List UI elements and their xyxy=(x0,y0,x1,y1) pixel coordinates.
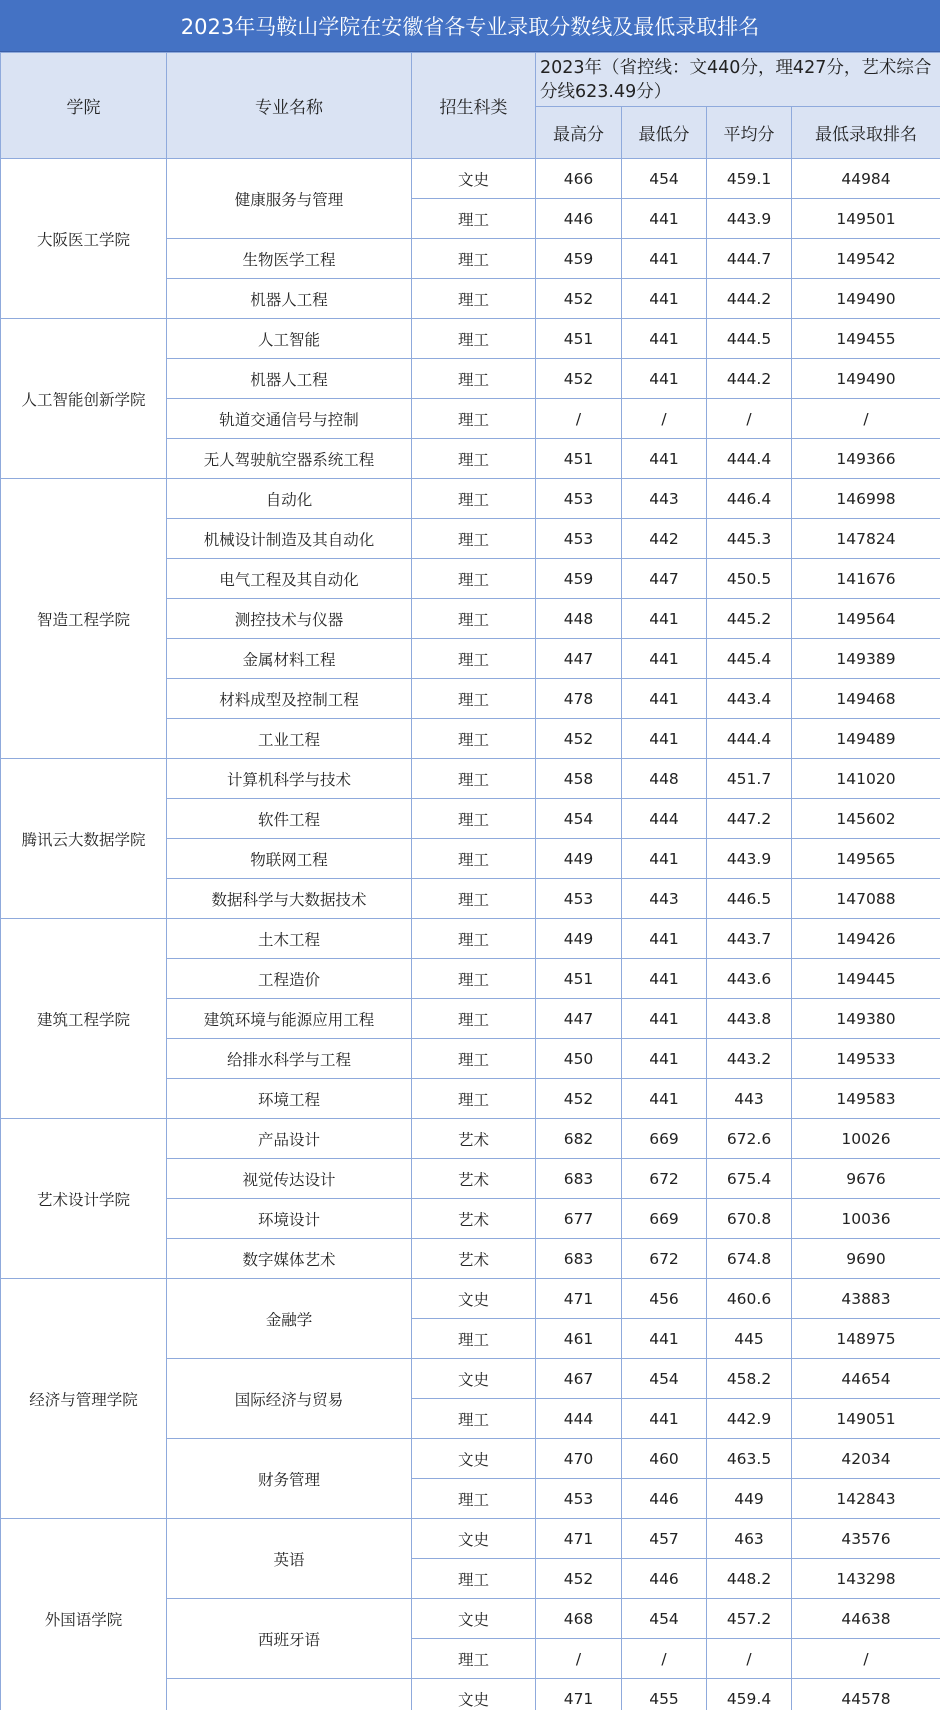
max-score-cell: 466 xyxy=(536,159,622,199)
category-cell: 理工 xyxy=(412,559,536,599)
category-cell: 理工 xyxy=(412,639,536,679)
category-cell: 理工 xyxy=(412,799,536,839)
avg-score-cell: 446.5 xyxy=(707,879,792,919)
category-cell: 文史 xyxy=(412,1519,536,1559)
min-score-cell: 441 xyxy=(622,239,707,279)
min-rank-cell: 146998 xyxy=(792,479,940,519)
min-score-cell: 442 xyxy=(622,519,707,559)
category-cell: 艺术 xyxy=(412,1199,536,1239)
table-row xyxy=(1,1519,940,1559)
min-score-cell: 457 xyxy=(622,1519,707,1559)
college-cell: 建筑工程学院 xyxy=(1,919,167,1119)
min-rank-cell: 44638 xyxy=(792,1599,940,1639)
table-body xyxy=(1,159,940,1710)
college-cell: 外国语学院 xyxy=(1,1519,167,1710)
min-rank-cell: 142843 xyxy=(792,1479,940,1519)
min-rank-cell: 149445 xyxy=(792,959,940,999)
table-row xyxy=(1,1119,940,1159)
category-cell: 理工 xyxy=(412,439,536,479)
avg-score-cell: 672.6 xyxy=(707,1119,792,1159)
avg-score-cell: 443.7 xyxy=(707,919,792,959)
min-rank-cell: 149490 xyxy=(792,359,940,399)
min-score-cell: 441 xyxy=(622,719,707,759)
min-rank-cell: 149389 xyxy=(792,639,940,679)
max-score-cell: / xyxy=(536,399,622,439)
category-cell: 文史 xyxy=(412,159,536,199)
category-cell: 理工 xyxy=(412,199,536,239)
max-score-cell: 453 xyxy=(536,879,622,919)
min-rank-cell: 149380 xyxy=(792,999,940,1039)
avg-score-cell: 444.7 xyxy=(707,239,792,279)
max-score-cell: 471 xyxy=(536,1279,622,1319)
min-rank-cell: 147824 xyxy=(792,519,940,559)
table-row xyxy=(1,1279,940,1319)
min-rank-cell: / xyxy=(792,399,940,439)
max-score-cell: 448 xyxy=(536,599,622,639)
min-score-cell: 441 xyxy=(622,199,707,239)
major-cell: 电气工程及其自动化 xyxy=(167,559,412,599)
max-score-cell: 461 xyxy=(536,1319,622,1359)
major-cell: 材料成型及控制工程 xyxy=(167,679,412,719)
max-score-cell: 471 xyxy=(536,1519,622,1559)
category-cell: 文史 xyxy=(412,1439,536,1479)
page-title: 2023年马鞍山学院在安徽省各专业录取分数线及最低录取排名 xyxy=(0,0,940,52)
major-cell: 健康服务与管理 xyxy=(167,159,412,239)
min-score-cell: 446 xyxy=(622,1559,707,1599)
table-header xyxy=(1,53,940,159)
major-cell: 环境设计 xyxy=(167,1199,412,1239)
avg-score-cell: 674.8 xyxy=(707,1239,792,1279)
college-cell: 人工智能创新学院 xyxy=(1,319,167,479)
min-score-cell: 441 xyxy=(622,1079,707,1119)
avg-score-cell: 463.5 xyxy=(707,1439,792,1479)
min-rank-cell: 149583 xyxy=(792,1079,940,1119)
category-cell: 理工 xyxy=(412,1639,536,1679)
major-cell: 英语 xyxy=(167,1519,412,1599)
min-rank-cell: 44578 xyxy=(792,1679,940,1710)
major-cell: 机器人工程 xyxy=(167,359,412,399)
header-min-rank: 最低录取排名 xyxy=(792,107,940,159)
min-rank-cell: 149426 xyxy=(792,919,940,959)
major-cell: 人工智能 xyxy=(167,319,412,359)
category-cell: 理工 xyxy=(412,759,536,799)
min-score-cell: 441 xyxy=(622,599,707,639)
category-cell: 理工 xyxy=(412,279,536,319)
max-score-cell: 444 xyxy=(536,1399,622,1439)
major-cell: 生物医学工程 xyxy=(167,239,412,279)
max-score-cell: 677 xyxy=(536,1199,622,1239)
major-cell: 环境工程 xyxy=(167,1079,412,1119)
max-score-cell: 459 xyxy=(536,559,622,599)
category-cell: 文史 xyxy=(412,1599,536,1639)
min-score-cell: 441 xyxy=(622,839,707,879)
max-score-cell: 470 xyxy=(536,1439,622,1479)
category-cell: 理工 xyxy=(412,959,536,999)
max-score-cell: 447 xyxy=(536,999,622,1039)
min-rank-cell: 9690 xyxy=(792,1239,940,1279)
avg-score-cell: 447.2 xyxy=(707,799,792,839)
max-score-cell: 452 xyxy=(536,1079,622,1119)
avg-score-cell: 670.8 xyxy=(707,1199,792,1239)
major-cell: 工业工程 xyxy=(167,719,412,759)
category-cell: 理工 xyxy=(412,719,536,759)
max-score-cell: 449 xyxy=(536,919,622,959)
college-cell: 艺术设计学院 xyxy=(1,1119,167,1279)
max-score-cell: 453 xyxy=(536,479,622,519)
avg-score-cell: 443 xyxy=(707,1079,792,1119)
major-cell: 国际经济与贸易 xyxy=(167,1359,412,1439)
avg-score-cell: 446.4 xyxy=(707,479,792,519)
header-max-score: 最高分 xyxy=(536,107,622,159)
category-cell: 理工 xyxy=(412,1479,536,1519)
min-rank-cell: / xyxy=(792,1639,940,1679)
min-rank-cell: 149533 xyxy=(792,1039,940,1079)
avg-score-cell: 444.4 xyxy=(707,439,792,479)
min-rank-cell: 44654 xyxy=(792,1359,940,1399)
avg-score-cell: 444.2 xyxy=(707,279,792,319)
min-score-cell: 441 xyxy=(622,999,707,1039)
min-rank-cell: 10026 xyxy=(792,1119,940,1159)
major-cell: 土木工程 xyxy=(167,919,412,959)
avg-score-cell: 445.3 xyxy=(707,519,792,559)
avg-score-cell: 445.4 xyxy=(707,639,792,679)
avg-score-cell: 445 xyxy=(707,1319,792,1359)
min-rank-cell: 9676 xyxy=(792,1159,940,1199)
max-score-cell: 453 xyxy=(536,519,622,559)
avg-score-cell: 443.9 xyxy=(707,839,792,879)
min-score-cell: 672 xyxy=(622,1239,707,1279)
min-score-cell: 672 xyxy=(622,1159,707,1199)
table-row xyxy=(1,479,940,519)
min-rank-cell: 147088 xyxy=(792,879,940,919)
table-row xyxy=(1,319,940,359)
header-min-score: 最低分 xyxy=(622,107,707,159)
category-cell: 艺术 xyxy=(412,1159,536,1199)
major-cell: 产品设计 xyxy=(167,1119,412,1159)
min-score-cell: 460 xyxy=(622,1439,707,1479)
avg-score-cell: 443.9 xyxy=(707,199,792,239)
min-rank-cell: 149490 xyxy=(792,279,940,319)
min-rank-cell: 149489 xyxy=(792,719,940,759)
avg-score-cell: 458.2 xyxy=(707,1359,792,1399)
min-score-cell: 441 xyxy=(622,959,707,999)
major-cell: 物联网工程 xyxy=(167,839,412,879)
category-cell: 理工 xyxy=(412,519,536,559)
category-cell: 理工 xyxy=(412,319,536,359)
min-score-cell: 441 xyxy=(622,319,707,359)
min-score-cell: 441 xyxy=(622,639,707,679)
min-rank-cell: 149565 xyxy=(792,839,940,879)
major-cell: 数据科学与大数据技术 xyxy=(167,879,412,919)
max-score-cell: 683 xyxy=(536,1159,622,1199)
min-score-cell: 669 xyxy=(622,1119,707,1159)
min-score-cell: / xyxy=(622,1639,707,1679)
min-rank-cell: 143298 xyxy=(792,1559,940,1599)
avg-score-cell: 463 xyxy=(707,1519,792,1559)
max-score-cell: 468 xyxy=(536,1599,622,1639)
max-score-cell: 478 xyxy=(536,679,622,719)
category-cell: 理工 xyxy=(412,479,536,519)
avg-score-cell: 457.2 xyxy=(707,1599,792,1639)
major-cell xyxy=(167,1679,412,1710)
min-score-cell: 456 xyxy=(622,1279,707,1319)
category-cell: 理工 xyxy=(412,879,536,919)
category-cell: 理工 xyxy=(412,919,536,959)
table-row xyxy=(1,159,940,199)
avg-score-cell: / xyxy=(707,1639,792,1679)
college-cell: 智造工程学院 xyxy=(1,479,167,759)
min-score-cell: 669 xyxy=(622,1199,707,1239)
major-cell: 轨道交通信号与控制 xyxy=(167,399,412,439)
max-score-cell: 683 xyxy=(536,1239,622,1279)
min-rank-cell: 10036 xyxy=(792,1199,940,1239)
major-cell: 机械设计制造及其自动化 xyxy=(167,519,412,559)
max-score-cell: 454 xyxy=(536,799,622,839)
min-score-cell: 454 xyxy=(622,1359,707,1399)
category-cell: 艺术 xyxy=(412,1119,536,1159)
min-rank-cell: 149501 xyxy=(792,199,940,239)
min-rank-cell: 149455 xyxy=(792,319,940,359)
min-score-cell: 443 xyxy=(622,879,707,919)
min-score-cell: / xyxy=(622,399,707,439)
major-cell: 给排水科学与工程 xyxy=(167,1039,412,1079)
table-row xyxy=(1,759,940,799)
category-cell: 理工 xyxy=(412,1319,536,1359)
max-score-cell: 452 xyxy=(536,1559,622,1599)
avg-score-cell: 445.2 xyxy=(707,599,792,639)
min-rank-cell: 145602 xyxy=(792,799,940,839)
category-cell: 理工 xyxy=(412,839,536,879)
category-cell: 理工 xyxy=(412,1399,536,1439)
max-score-cell: 467 xyxy=(536,1359,622,1399)
min-score-cell: 454 xyxy=(622,1599,707,1639)
min-rank-cell: 44984 xyxy=(792,159,940,199)
header-category: 招生科类 xyxy=(412,53,536,159)
max-score-cell: 453 xyxy=(536,1479,622,1519)
avg-score-cell: 459.4 xyxy=(707,1679,792,1710)
category-cell: 理工 xyxy=(412,399,536,439)
min-score-cell: 441 xyxy=(622,1039,707,1079)
min-rank-cell: 149564 xyxy=(792,599,940,639)
min-rank-cell: 149468 xyxy=(792,679,940,719)
max-score-cell: 447 xyxy=(536,639,622,679)
max-score-cell: 682 xyxy=(536,1119,622,1159)
min-score-cell: 448 xyxy=(622,759,707,799)
max-score-cell: 452 xyxy=(536,359,622,399)
min-score-cell: 446 xyxy=(622,1479,707,1519)
avg-score-cell: 451.7 xyxy=(707,759,792,799)
major-cell: 金属材料工程 xyxy=(167,639,412,679)
min-score-cell: 441 xyxy=(622,919,707,959)
college-cell: 腾讯云大数据学院 xyxy=(1,759,167,919)
major-cell: 软件工程 xyxy=(167,799,412,839)
min-rank-cell: 43883 xyxy=(792,1279,940,1319)
major-cell: 西班牙语 xyxy=(167,1599,412,1679)
min-rank-cell: 43576 xyxy=(792,1519,940,1559)
min-rank-cell: 141676 xyxy=(792,559,940,599)
header-year-note: 2023年（省控线：文440分，理427分，艺术综合分线623.49分） xyxy=(536,53,940,107)
min-score-cell: 441 xyxy=(622,279,707,319)
max-score-cell: 452 xyxy=(536,719,622,759)
min-score-cell: 455 xyxy=(622,1679,707,1710)
avg-score-cell: 444.5 xyxy=(707,319,792,359)
avg-score-cell: 443.2 xyxy=(707,1039,792,1079)
header-college: 学院 xyxy=(1,53,167,159)
min-score-cell: 441 xyxy=(622,359,707,399)
avg-score-cell: 460.6 xyxy=(707,1279,792,1319)
college-cell: 大阪医工学院 xyxy=(1,159,167,319)
category-cell: 文史 xyxy=(412,1359,536,1399)
admission-score-table xyxy=(0,52,940,1710)
min-score-cell: 444 xyxy=(622,799,707,839)
category-cell: 文史 xyxy=(412,1679,536,1710)
max-score-cell: 449 xyxy=(536,839,622,879)
min-rank-cell: 42034 xyxy=(792,1439,940,1479)
max-score-cell: 459 xyxy=(536,239,622,279)
min-score-cell: 454 xyxy=(622,159,707,199)
major-cell: 金融学 xyxy=(167,1279,412,1359)
category-cell: 理工 xyxy=(412,1079,536,1119)
max-score-cell: 452 xyxy=(536,279,622,319)
major-cell: 机器人工程 xyxy=(167,279,412,319)
category-cell: 理工 xyxy=(412,999,536,1039)
avg-score-cell: 443.6 xyxy=(707,959,792,999)
avg-score-cell: 449 xyxy=(707,1479,792,1519)
major-cell: 自动化 xyxy=(167,479,412,519)
header-avg-score: 平均分 xyxy=(707,107,792,159)
major-cell: 测控技术与仪器 xyxy=(167,599,412,639)
avg-score-cell: 443.4 xyxy=(707,679,792,719)
max-score-cell: / xyxy=(536,1639,622,1679)
min-score-cell: 447 xyxy=(622,559,707,599)
min-score-cell: 441 xyxy=(622,679,707,719)
avg-score-cell: 444.4 xyxy=(707,719,792,759)
avg-score-cell: 459.1 xyxy=(707,159,792,199)
major-cell: 无人驾驶航空器系统工程 xyxy=(167,439,412,479)
avg-score-cell: 450.5 xyxy=(707,559,792,599)
min-rank-cell: 141020 xyxy=(792,759,940,799)
major-cell: 财务管理 xyxy=(167,1439,412,1519)
max-score-cell: 451 xyxy=(536,319,622,359)
avg-score-cell: 675.4 xyxy=(707,1159,792,1199)
min-rank-cell: 149051 xyxy=(792,1399,940,1439)
category-cell: 文史 xyxy=(412,1279,536,1319)
college-cell: 经济与管理学院 xyxy=(1,1279,167,1519)
major-cell: 视觉传达设计 xyxy=(167,1159,412,1199)
header-major: 专业名称 xyxy=(167,53,412,159)
max-score-cell: 451 xyxy=(536,439,622,479)
min-rank-cell: 149366 xyxy=(792,439,940,479)
major-cell: 建筑环境与能源应用工程 xyxy=(167,999,412,1039)
major-cell: 工程造价 xyxy=(167,959,412,999)
min-rank-cell: 148975 xyxy=(792,1319,940,1359)
avg-score-cell: 444.2 xyxy=(707,359,792,399)
avg-score-cell: 443.8 xyxy=(707,999,792,1039)
min-rank-cell: 149542 xyxy=(792,239,940,279)
avg-score-cell: 442.9 xyxy=(707,1399,792,1439)
category-cell: 理工 xyxy=(412,359,536,399)
category-cell: 理工 xyxy=(412,679,536,719)
major-cell: 计算机科学与技术 xyxy=(167,759,412,799)
max-score-cell: 458 xyxy=(536,759,622,799)
max-score-cell: 450 xyxy=(536,1039,622,1079)
category-cell: 理工 xyxy=(412,239,536,279)
min-score-cell: 441 xyxy=(622,1399,707,1439)
category-cell: 理工 xyxy=(412,599,536,639)
category-cell: 艺术 xyxy=(412,1239,536,1279)
avg-score-cell: / xyxy=(707,399,792,439)
min-score-cell: 443 xyxy=(622,479,707,519)
min-score-cell: 441 xyxy=(622,439,707,479)
category-cell: 理工 xyxy=(412,1559,536,1599)
min-score-cell: 441 xyxy=(622,1319,707,1359)
max-score-cell: 471 xyxy=(536,1679,622,1710)
max-score-cell: 451 xyxy=(536,959,622,999)
max-score-cell: 446 xyxy=(536,199,622,239)
category-cell: 理工 xyxy=(412,1039,536,1079)
major-cell: 数字媒体艺术 xyxy=(167,1239,412,1279)
table-row xyxy=(1,919,940,959)
avg-score-cell: 448.2 xyxy=(707,1559,792,1599)
